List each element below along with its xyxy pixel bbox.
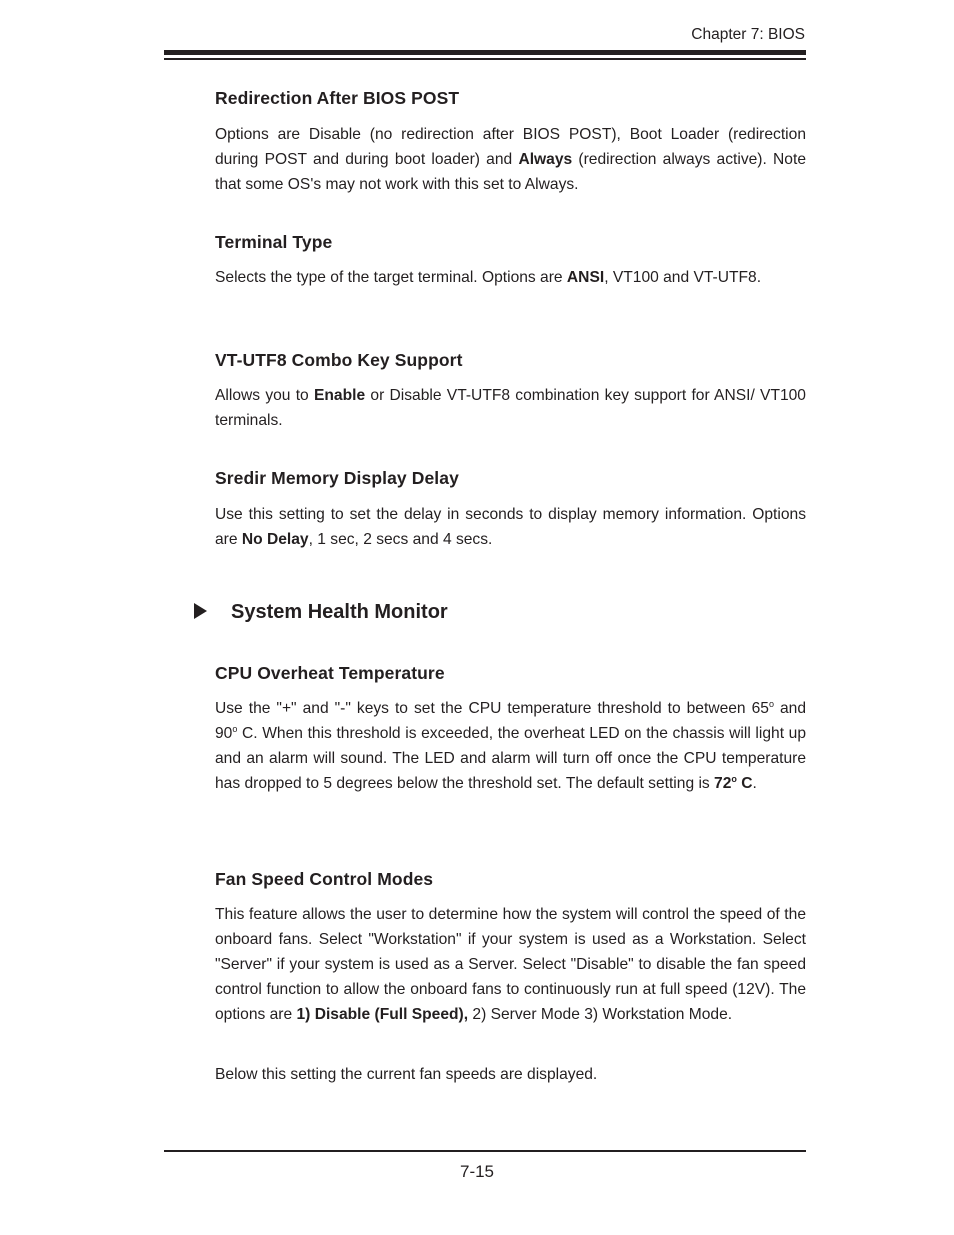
text-run: 2) Server Mode 3) Workstation Mode. [468,1006,733,1023]
section-title: System Health Monitor [231,601,448,623]
paragraph-fan-note: Below this setting the current fan speeds are displayed. [215,1066,598,1083]
bold-value: 72 [714,775,732,792]
heading-vtutf8: VT-UTF8 Combo Key Support [215,350,463,370]
bold-unit: C [736,775,753,792]
text-run: , 1 sec, 2 secs and 4 secs. [308,531,493,548]
paragraph-terminal-type [215,265,806,290]
paragraph-sredir [215,502,806,552]
degree-mark: o [731,774,737,784]
footer-rule [164,1150,806,1152]
heading-redirection: Redirection After BIOS POST [215,88,460,108]
bold-run: No Delay [241,531,309,548]
bold-run: Always [518,151,573,168]
text-run: Use the "+" and "-" keys to set the CPU temperature threshold to between 65 [215,700,769,717]
text-run: , VT100 and VT-UTF8. [604,269,762,286]
header-rule-thin [164,58,806,60]
section-system-health-monitor [194,601,448,624]
chapter-header: Chapter 7: BIOS [691,26,805,43]
triangle-right-icon [194,603,207,619]
text-run: Selects the type of the target terminal. Options are [215,269,567,286]
paragraph-vtutf8 [215,383,806,433]
bold-run [714,775,752,792]
heading-fan-speed: Fan Speed Control Modes [215,869,434,889]
text-run: or Disable VT-UTF8 combination key support for ANSI/ VT100 terminals. [215,387,806,429]
bold-run: 1) Disable (Full Speed), [296,1006,469,1023]
heading-terminal-type: Terminal Type [215,232,333,252]
text-run: Options are Disable (no redirection after BIOS POST), Boot Loader (redirection during POST and during boot loader) and [215,126,806,168]
text-run: and 90 [215,700,806,742]
paragraph-cpu-overheat [215,696,806,796]
text-run: This feature allows the user to determine how the system will control the speed of the onboard fans. Select "Workstation" if your system is used as a Workstation. Select "Server" if your system is used as a Server. Select "Disable" to disable the fan speed control function to allow the onboard fans to continuously run at full speed (12V). The options are [215,906,806,1023]
text-run: . [752,775,757,792]
page-number: 7-15 [459,1162,495,1181]
heading-cpu-overheat: CPU Overheat Temperature [215,663,445,683]
heading-sredir: Sredir Memory Display Delay [215,468,459,488]
degree-mark: o [232,724,238,734]
header-rule-thick [164,50,806,55]
degree-mark: o [768,699,774,709]
paragraph-fan-speed [215,902,806,1027]
paragraph-redirection [215,122,806,197]
text-run: Allows you to [215,387,314,404]
bold-run: Enable [314,387,366,404]
text-run: Use this setting to set the delay in seconds to display memory information. Options are [215,506,806,548]
bold-run: ANSI [566,269,605,286]
text-run: (redirection always active). Note that some OS's may not work with this set to Always. [215,151,806,193]
text-run: C. When this threshold is exceeded, the overheat LED on the chassis will light up and an alarm will sound. The LED and alarm will turn off once the CPU temperature has dropped to 5 degrees below the threshold set. The default setting is [215,725,806,792]
